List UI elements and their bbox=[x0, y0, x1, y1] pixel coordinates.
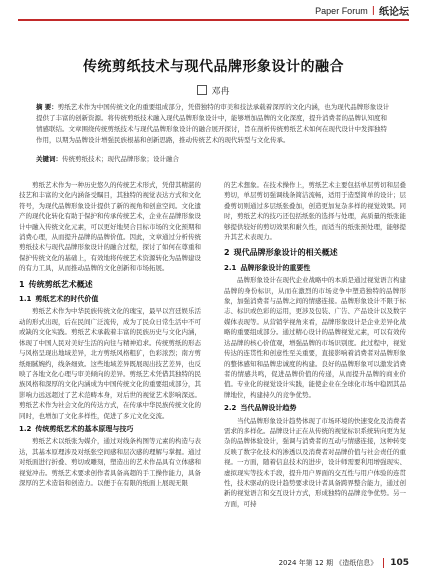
body-paragraph: 剪纸艺术以纸张为媒介，通过对线条构图等元素的构造与表达，其基本原理涉及对纸张空间感和层次感的理解与掌握。通过对纸面进行折叠、剪切或雕刻，塑造出的艺术作品具有立体感和视觉冲击。剪纸艺术要求创作者具备高超的手工操作能力，具备深厚的艺术造诣和创造力。以便于在有限的纸面上展现无限 bbox=[19, 437, 201, 487]
keywords bbox=[36, 154, 392, 163]
footer-divider bbox=[383, 558, 384, 568]
subsection-number: 1.1 bbox=[19, 295, 32, 304]
subsection-number: 1.2 bbox=[19, 424, 32, 433]
subsection-title: 剪纸艺术的时代价值 bbox=[35, 295, 99, 304]
article-title: 传统剪纸技术与现代品牌形象设计的融合 bbox=[83, 59, 344, 75]
abstract-label: 摘 要： bbox=[36, 103, 58, 111]
left-column bbox=[19, 180, 201, 488]
body-paragraph: 剪纸艺术作为中华民族传统文化的瑰宝，最早以宫廷娱乐活动的形式出现，后在民间广泛流传，成为了民众日常生活中不可或缺的文化实践。剪纸艺术承载着丰富的民族历史与文化内涵，体现了中国人民对美好生活的向往与精神追求。传统剪纸的形态与风格呈现出地域差异，北方剪纸风格粗犷，色彩浓烈；南方剪纸细腻婉约，线条细致。这些地域差异既展现出技艺差异，也反映了各地文化心理与审美倾向的差异。剪纸艺术凭借其独特的民族风格和深厚的文化内涵成为中国传统文化的重要组成部分，其影响力远远超过了艺术范畴本身，对后世的视觉艺术影响深远。剪纸艺术作为社会文化的传达方式，在传承中华民族传统文化的同时，也增加了文化多样性，促进了多元文化交流。 bbox=[19, 307, 201, 420]
keywords-label: 关键词： bbox=[36, 155, 62, 163]
author-line bbox=[0, 84, 427, 97]
column-tag-en: Paper Forum bbox=[315, 5, 368, 16]
subsection-heading-1-2 bbox=[19, 424, 201, 434]
body-paragraph: 品牌形象设计在现代企业战略中的本质是通过视觉语言构建品牌的身份标识，从而在激烈的市场竞争中塑造独特的品牌形象，加强消费者与品牌之间的情感连接。品牌形象设计不限于标志、标识或色彩的运用，更涉及包装、广告、产品设计以及数字媒体表现等。从营销学视角来看，品牌形象设计是企业差异化战略的重要组成部分。通过精心设计的品牌视觉元素，可以有效传达品牌的核心价值观，增强品牌的市场识别度。此过程中，视觉传达的连贯性和创意性至关重要，直接影响着消费者对品牌形象的整体感知和品牌忠诚度的构建。良好的品牌形象可以激发消费者的情感共鸣，促进品牌价值的传递，从而提升品牌的商业价值。专业化的视觉设计实践，能使企业在全球化市场中稳固其品牌地位，构建持久的竞争优势。 bbox=[224, 276, 406, 399]
column-tag bbox=[315, 3, 409, 18]
body-paragraph: 的艺术想象。在技术操作上，剪纸艺术主要包括单层剪切和层叠剪切，单层剪切强调线条简洁流畅，适用于造型简单的设计；层叠剪切则通过多层纸张叠加，创造更加复杂多样的视觉效果。同时，剪纸艺术的技巧还包括纸张的选择与处理，高质量的纸张能够提供较好的剪切效果和耐久性，而适当的纸张预处理，能够提升其艺术表现力。 bbox=[224, 181, 406, 242]
section-title: 现代品牌形象设计的相关概述 bbox=[233, 248, 338, 258]
subsection-title: 传统剪纸艺术的基本原理与技巧 bbox=[35, 424, 134, 433]
intro-paragraph: 剪纸艺术作为一种历史悠久的传统艺术形式，凭借其精湛的技艺和丰富的文化内涵备受瞩目，其独特的视觉表达方式和文化符号，为现代品牌形象设计提供了新的视角和创意空间。文化遗产的现代化转化有助于保护和传承传统艺术，企业在品牌形象设计中融入传统文化元素，可以更好地契合目标市场的文化预期和消费心理，从而提升品牌的品牌价值。因此，文章通过分析传统剪纸技术与现代品牌形象设计的融合过程，探讨了如何在尊重和保护传统文化的基础上，有效地将传统艺术资源转化为品牌建设的有力工具，从而推动品牌的文化创新和市场拓展。 bbox=[19, 181, 201, 273]
section-number: 2 bbox=[224, 248, 230, 258]
subsection-heading-1-1 bbox=[19, 294, 201, 304]
section-title: 传统剪纸艺术概述 bbox=[28, 279, 93, 289]
page-footer bbox=[279, 558, 409, 568]
subsection-number: 2.1 bbox=[224, 263, 237, 272]
page-number: 105 bbox=[390, 558, 409, 568]
author-box-icon bbox=[197, 85, 207, 95]
body-paragraph: 当代品牌形象设计趋势体现了市场环境的快速变化及消费者需求的多样化。品牌设计正在从传统的视觉标识系统转向更为复杂的品牌体验设计，强调与消费者的互动与情感连接，这种转变反映了数字化技术的渗透以及消费者对品牌价值与社会责任的重视。一方面，随着信息技术的进步，设计师需要利用增强现实、虚拟现实等技术手段，提升用户界面的交互性与用户体验的连贯性，技术驱动的设计趋势要求设计者具备跨界整合能力，通过创新的视觉语言和交互设计方式，形成独特的品牌竞争优势。另一方面，可持 bbox=[224, 416, 406, 508]
header-rule bbox=[18, 19, 409, 21]
column-tag-cn: 纸论坛 bbox=[379, 7, 409, 18]
column-tag-separator: | bbox=[371, 5, 375, 16]
author-name: 邓冉 bbox=[211, 87, 230, 97]
running-header bbox=[0, 0, 427, 22]
section-heading-2 bbox=[224, 248, 406, 258]
subsection-heading-2-2 bbox=[224, 403, 406, 413]
abstract-text: 剪纸艺术作为中国传统文化的重要组成部分，凭借独特的审美和技法承载着深厚的文化内涵，也为现代品牌形象设计提供了丰富的创新资源。将传统剪纸技术融入现代品牌形象设计中，能够增加品牌的文化深度，提升消费者的品牌认知度和情感联结。文章围绕传统剪纸技术与现代品牌形象设计的融合展开探讨，旨在剖析传统剪纸艺术如何在现代设计中发挥独特作用，以期为品牌设计增强民族根基和创新思路，推动传统艺术的现代转型与文化传承。 bbox=[36, 103, 390, 144]
right-column bbox=[224, 180, 406, 509]
section-heading-1 bbox=[19, 280, 201, 290]
subsection-title: 品牌形象设计的重要性 bbox=[240, 263, 311, 272]
issue-info: 2024 年第 12 期 《造纸信息》 bbox=[278, 559, 378, 567]
section-number: 1 bbox=[19, 279, 25, 289]
subsection-number: 2.2 bbox=[224, 404, 237, 413]
abstract bbox=[36, 102, 392, 146]
subsection-title: 当代品牌设计趋势 bbox=[240, 404, 297, 413]
subsection-heading-2-1 bbox=[224, 263, 406, 273]
keywords-text: 传统剪纸技术；现代品牌形象；设计融合 bbox=[62, 155, 179, 163]
